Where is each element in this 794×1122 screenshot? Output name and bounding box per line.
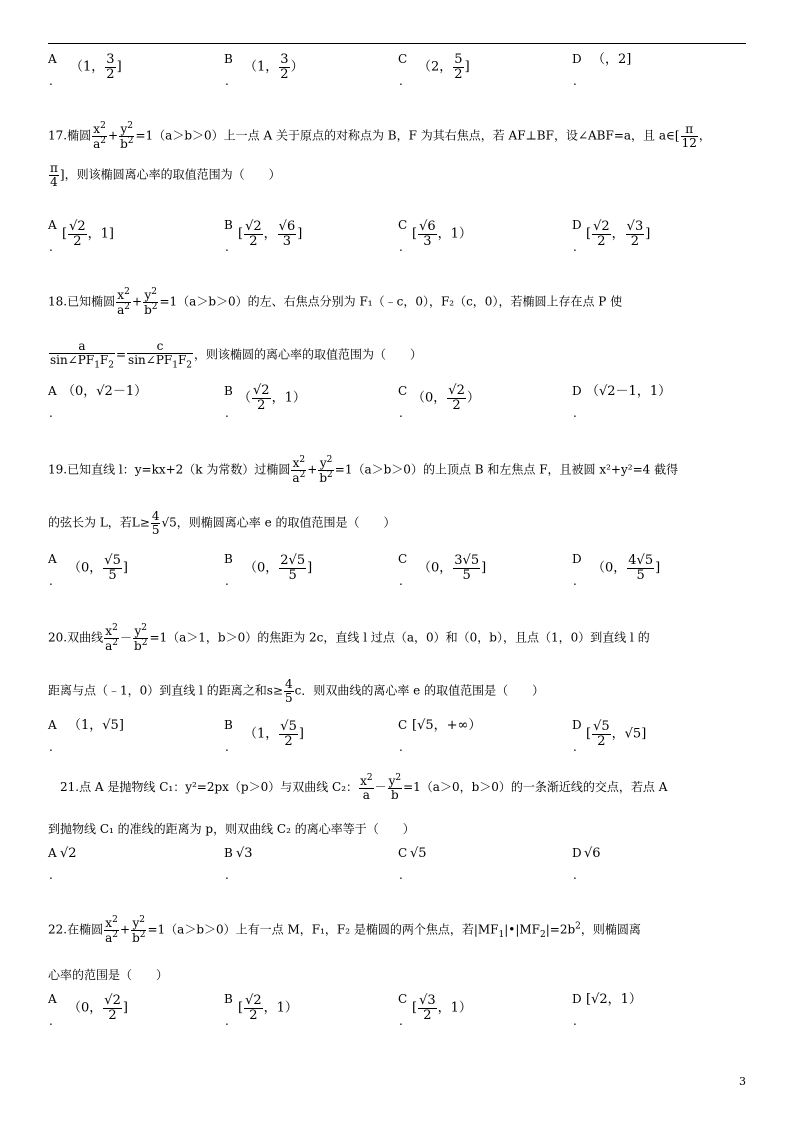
question-21-line1: 21.点 A 是抛物线 C₁：y²=2px（p＞0）与双曲线 C₂： $\frac{x^2}{a}$ － $\frac{y^2}{b}$ =1（a＞0，b＞0）的一条渐近线的交点，若点 A (60, 773, 668, 802)
page-number: 3 (739, 1075, 746, 1088)
prev-question-options: A . （1， $\frac{3}{2}$ ] B . （1， $\frac{3}{2}$ ） C . （2， $\frac{5}{2}$ ] D . （，2] (48, 52, 632, 88)
question-18-line1: 18.已知椭圆 $\frac{x^2}{a^2}$ + $\frac{y^2}{b^2}$ =1（a＞b＞0）的左、右焦点分别为 F₁（﹣c，0），F₂（c，0），若椭圆上存在点 P 使 (48, 287, 623, 317)
question-19-line2: 的弦长为 L，若L≥ $\frac{4}{5}$ √5，则椭圆离心率 e 的取值范围是（ ） (48, 509, 396, 537)
question-17: 17.椭圆 $\frac{x^2}{a^2}$ + $\frac{y^2}{b^2}$ =1（a＞b＞0）上一点 A 关于原点的对称点为 B，F 为其右焦点，若 AF⊥BF，设∠ABF=a，且 a∈[ $\frac{\pi}{12}$ ， $\frac{\pi}{4}$ ]，则该椭圆离心率的取值范围为（ ） A . [ $\frac{√2}{2}$ ，1] B . [ $\frac{√2}{2}$ ， $\frac{√6}{3}$ ] C . [ $\frac{√6}{3}$ ，1） D . [ $\frac{√2}{2}$ ， $\frac{√3}{2}$ ] (48, 121, 711, 254)
question-18: 18.已知椭圆 $\frac{x^2}{a^2}$ + $\frac{y^2}{b^2}$ =1（a＞b＞0）的左、右焦点分别为 F₁（﹣c，0），F₂（c，0），若椭圆上存在点 P 使 $\frac{a}{\sin\angle PF_1F_2}$ = $\frac{c}{\sin\angle PF_1F_2}$ ，则该椭圆的离心率的取值范围为（ ） A . （0，√2－1） B . （ $\frac{√2}{2}$ ，1） C . （0， $\frac{√2}{2}$ ） D . （√2－1，1） (48, 287, 672, 420)
question-21-line2: 到抛物线 C₁ 的准线的距离为 p，则双曲线 C₂ 的离心率等于（ ） (48, 822, 415, 836)
question-22: 22.在椭圆 $\frac{x^2}{a^2}$ + $\frac{y^2}{b^2}$ =1（a＞b＞0）上有一点 M，F₁，F₂ 是椭圆的两个焦点，若$|MF_1|•|MF_2|=2b^2$，则椭圆离 心率的范围是（ ） A . （0， $\frac{√2}{2}$ ] B . [ $\frac{√2}{2}$ ，1） C . [ $\frac{√3}{2}$ ，1） D . [√2，1） (48, 915, 642, 1028)
question-22-line1: 22.在椭圆 $\frac{x^2}{a^2}$ + $\frac{y^2}{b^2}$ =1（a＞b＞0）上有一点 M，F₁，F₂ 是椭圆的两个焦点，若$|MF_1|•|MF_2|=2b^2$，则椭圆离 (48, 915, 641, 945)
header-rule (48, 43, 746, 44)
question-17-line2: $\frac{\pi}{4}$ ]，则该椭圆离心率的取值范围为（ ） (50, 161, 281, 189)
question-20: 20.双曲线 $\frac{x^2}{a^2}$ － $\frac{y^2}{b^2}$ =1（a＞1，b＞0）的焦距为 2c，直线 l 过点（a，0）和（0，b），且点（1，0）到直线 l 的 距离与点（﹣1，0）到直线 l 的距离之和s≥ $\frac{4}{5}$ c．则双曲线的离心率 e 的取值范围是（ ） A . （1，√5] B . （1， $\frac{√5}{2}$ ] C . [√5，+∞） D . [ $\frac{√5}{2}$ ，√5] (48, 623, 650, 754)
question-19-line1: 19.已知直线 l：y=kx+2（k 为常数）过椭圆 $\frac{x^2}{a^2}$ + $\frac{y^2}{b^2}$ =1（a＞b＞0）的上顶点 B 和左焦点 F，且被圆 x²+y²=4 截得 (48, 455, 679, 485)
question-20-line1: 20.双曲线 $\frac{x^2}{a^2}$ － $\frac{y^2}{b^2}$ =1（a＞1，b＞0）的焦距为 2c，直线 l 过点（a，0）和（0，b），且点（1，0）到直线 l 的 (48, 623, 650, 653)
question-17-line1: 17.椭圆 $\frac{x^2}{a^2}$ + $\frac{y^2}{b^2}$ =1（a＞b＞0）上一点 A 关于原点的对称点为 B，F 为其右焦点，若 AF⊥BF，设∠ABF=a，且 a∈[ $\frac{\pi}{12}$ ， (48, 121, 711, 151)
question-21: 21.点 A 是抛物线 C₁：y²=2px（p＞0）与双曲线 C₂： $\frac{x^2}{a}$ － $\frac{y^2}{b}$ =1（a＞0，b＞0）的一条渐近线的交点，若点 A 到抛物线 C₁ 的准线的距离为 p，则双曲线 C₂ 的离心率等于（ ） A . √2 B . √3 C . √5 D . √6 (48, 773, 668, 882)
question-18-line2: $\frac{a}{\sin\angle PF_1F_2}$ = $\frac{c}{\sin\angle PF_1F_2}$ ，则该椭圆的离心率的取值范围为（ ） (50, 339, 423, 370)
question-22-line2: 心率的范围是（ ） (48, 968, 169, 982)
question-19: 19.已知直线 l：y=kx+2（k 为常数）过椭圆 $\frac{x^2}{a^2}$ + $\frac{y^2}{b^2}$ =1（a＞b＞0）的上顶点 B 和左焦点 F，且被圆 x²+y²=4 截得 的弦长为 L，若L≥ $\frac{4}{5}$ √5，则椭圆离心率 e 的取值范围是（ ） A . （0， $\frac{√5}{5}$ ] B . （0， $\frac{2√5}{5}$ ] C . （0， $\frac{3√5}{5}$ ] D . （0， $\frac{4√5}{5}$ ] (48, 455, 679, 588)
question-20-line2: 距离与点（﹣1，0）到直线 l 的距离之和s≥ $\frac{4}{5}$ c．则双曲线的离心率 e 的取值范围是（ ） (48, 677, 545, 705)
